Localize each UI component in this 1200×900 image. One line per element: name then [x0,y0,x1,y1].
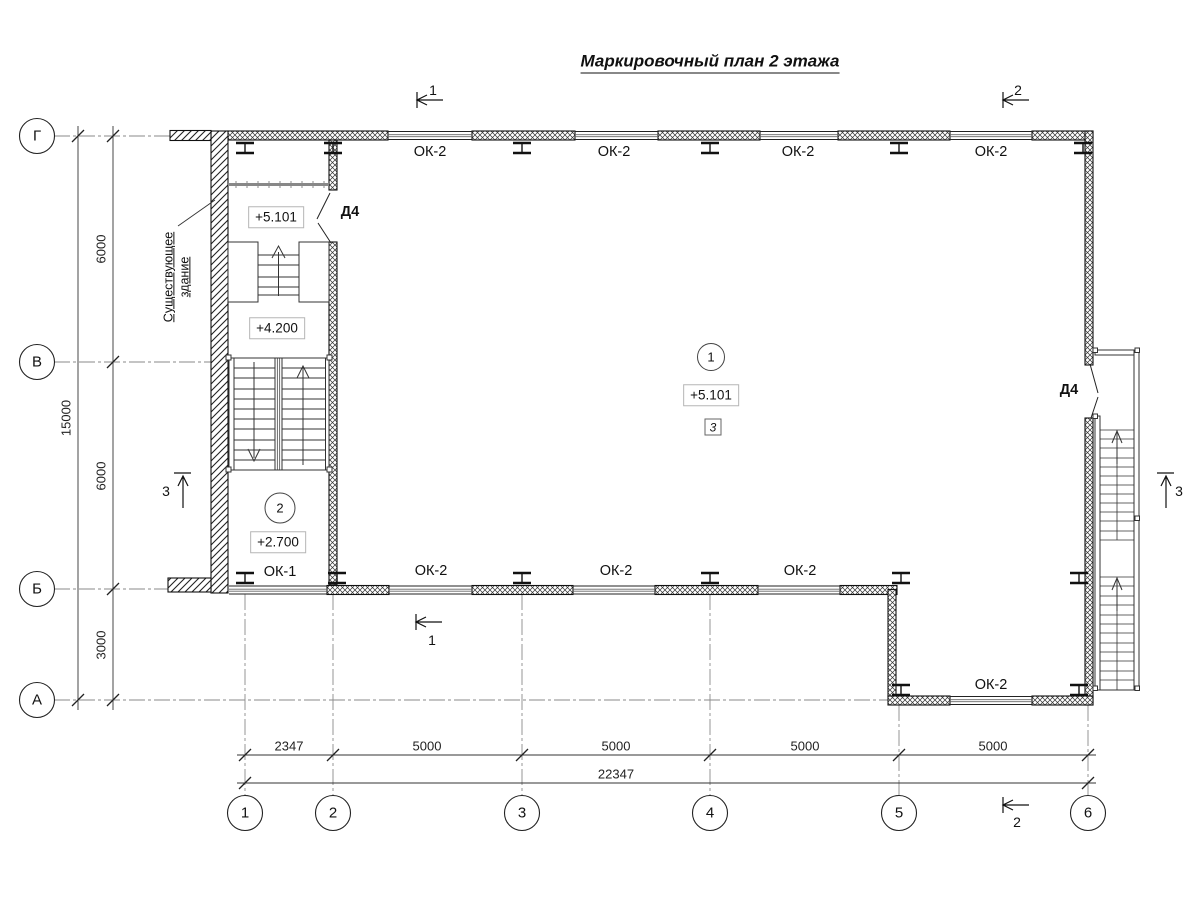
window-label-ok2: ОК-2 [413,143,447,160]
partition [228,181,329,188]
dim-span-4-5: 5000 [790,738,820,754]
window-label-ok1: ОК-1 [263,563,297,580]
dim-total-height: 15000 [58,399,74,437]
section-2-top: 2 [1014,82,1022,98]
window-label-ok2: ОК-2 [974,676,1008,693]
door-right-leaf [1090,364,1098,418]
axis-row-v: В [31,353,43,371]
external-stair [1093,348,1140,691]
existing-building-note-line2: здание [177,256,191,298]
axis-col-4: 4 [705,804,715,822]
section-1-top: 1 [429,82,437,98]
door-left-leaf [317,193,331,243]
window-label-ok2: ОК-2 [783,562,817,579]
dim-span-2-3: 5000 [412,738,442,754]
axis-row-a: А [31,691,43,709]
floor-type-mark: 3 [705,419,722,436]
dim-span-g-v: 6000 [93,234,109,264]
window-label-ok2: ОК-2 [599,562,633,579]
section-3-left: 3 [162,483,170,499]
section-1-bottom: 1 [428,632,436,648]
axis-col-3: 3 [517,804,527,822]
window-label-ok2: ОК-2 [414,562,448,579]
door-label-left: Д4 [340,203,360,220]
existing-building-note [161,232,192,322]
dim-span-1-2: 2347 [274,738,304,754]
section-2-bottom: 2 [1013,814,1021,830]
dim-span-v-b: 6000 [93,461,109,491]
columns [236,143,1092,695]
level-mark-hall: +5.101 [683,384,739,406]
note-leader [178,200,215,226]
window-label-ok2: ОК-2 [974,143,1008,160]
axis-row-b: Б [32,580,42,598]
dim-span-3-4: 5000 [601,738,631,754]
axis-row-g: Г [32,127,42,145]
section-3-right: 3 [1175,483,1183,499]
sheet-title: Маркировочный план 2 этажа [581,53,840,74]
room-number-hall: 1 [707,349,715,365]
level-mark-upper: +5.101 [248,206,304,228]
small-stair [228,242,329,302]
axis-col-2: 2 [328,804,338,822]
door-label-right: Д4 [1059,381,1079,398]
dim-span-5-6: 5000 [978,738,1008,754]
axis-col-1: 1 [240,804,250,822]
level-mark-lower: +2.700 [250,531,306,553]
axis-circles [20,119,1106,831]
level-mark-mid: +4.200 [249,317,305,339]
axis-col-5: 5 [894,804,904,822]
dim-total-width: 22347 [597,766,635,782]
room-number-stair: 2 [276,500,284,516]
existing-building-note-line1: Существующее [161,231,176,323]
window-label-ok2: ОК-2 [781,143,815,160]
dim-span-b-a: 3000 [93,630,109,660]
main-stair [226,355,332,472]
axis-col-6: 6 [1083,804,1093,822]
window-label-ok2: ОК-2 [597,143,631,160]
